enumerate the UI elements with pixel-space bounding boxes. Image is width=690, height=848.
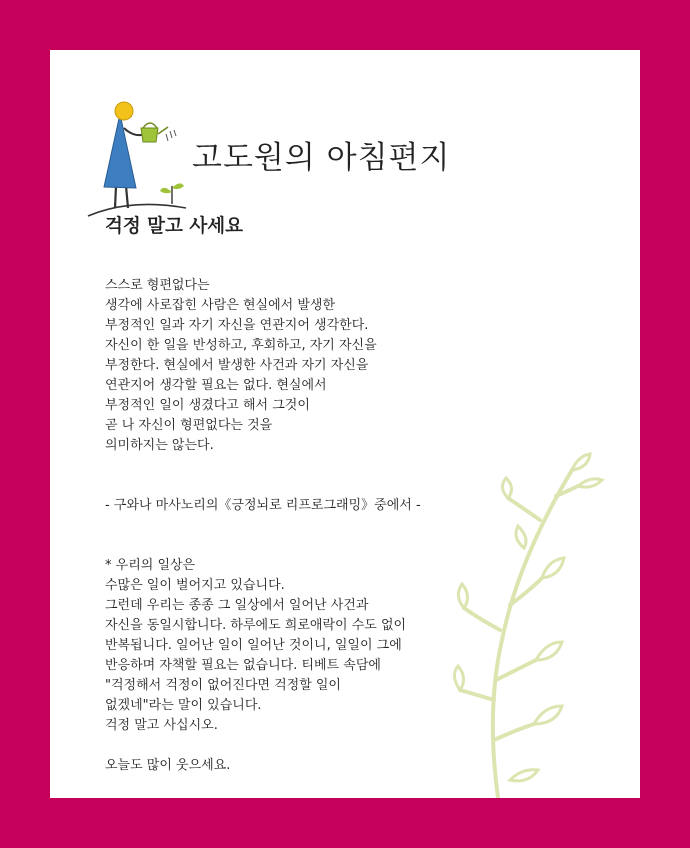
quote-line: 부정적인 일과 자기 자신을 연관지어 생각한다. xyxy=(105,318,369,333)
quote-line: 부정한다. 현실에서 발생한 사건과 자기 자신을 xyxy=(105,358,369,373)
comment-line: "걱정해서 걱정이 없어진다면 걱정할 일이 xyxy=(105,678,341,693)
comment-line: 그런데 우리는 종종 그 일상에서 일어난 사건과 xyxy=(105,598,369,613)
comment-line: 없겠네"라는 말이 있습니다. xyxy=(105,698,262,713)
closing-line: 오늘도 많이 웃으세요. xyxy=(105,758,231,773)
logo-text: 고도원의 아침편지 xyxy=(192,140,451,176)
comment-line: 걱정 말고 사십시오. xyxy=(105,718,218,733)
quote-line: 연관지어 생각할 필요는 없다. 현실에서 xyxy=(105,378,327,393)
comment-line: 수많은 일이 벌어지고 있습니다. xyxy=(105,578,285,593)
gardener-icon xyxy=(86,94,196,220)
quote-line: 의미하지는 않는다. xyxy=(105,438,214,453)
article-title: 걱정 말고 사세요 xyxy=(105,216,243,237)
comment-line: 자신을 동일시합니다. 하루에도 희로애락이 수도 없이 xyxy=(105,618,407,633)
comment-line: 반복됩니다. 일어난 일이 일어난 것이니, 일일이 그에 xyxy=(105,638,402,653)
letter-card xyxy=(50,50,640,798)
article xyxy=(105,215,605,776)
quote-line: 스스로 형편없다는 xyxy=(105,278,210,293)
quote-source: - 구와나 마사노리의《긍정뇌로 리프로그래밍》중에서 - xyxy=(105,498,421,513)
comment-line: 반응하며 자책할 필요는 없습니다. 티베트 속담에 xyxy=(105,658,381,673)
comment-line: * 우리의 일상은 xyxy=(105,558,196,573)
quote-line: 자신이 한 일을 반성하고, 후회하고, 자기 자신을 xyxy=(105,338,377,353)
quote-line: 곧 나 자신이 형편없다는 것을 xyxy=(105,418,273,433)
quote-paragraph xyxy=(105,276,605,456)
quote-line: 부정적인 일이 생겼다고 해서 그것이 xyxy=(105,398,310,413)
logo xyxy=(86,94,466,220)
comment-paragraph xyxy=(105,556,605,736)
quote-line: 생각에 사로잡힌 사람은 현실에서 발생한 xyxy=(105,298,336,313)
